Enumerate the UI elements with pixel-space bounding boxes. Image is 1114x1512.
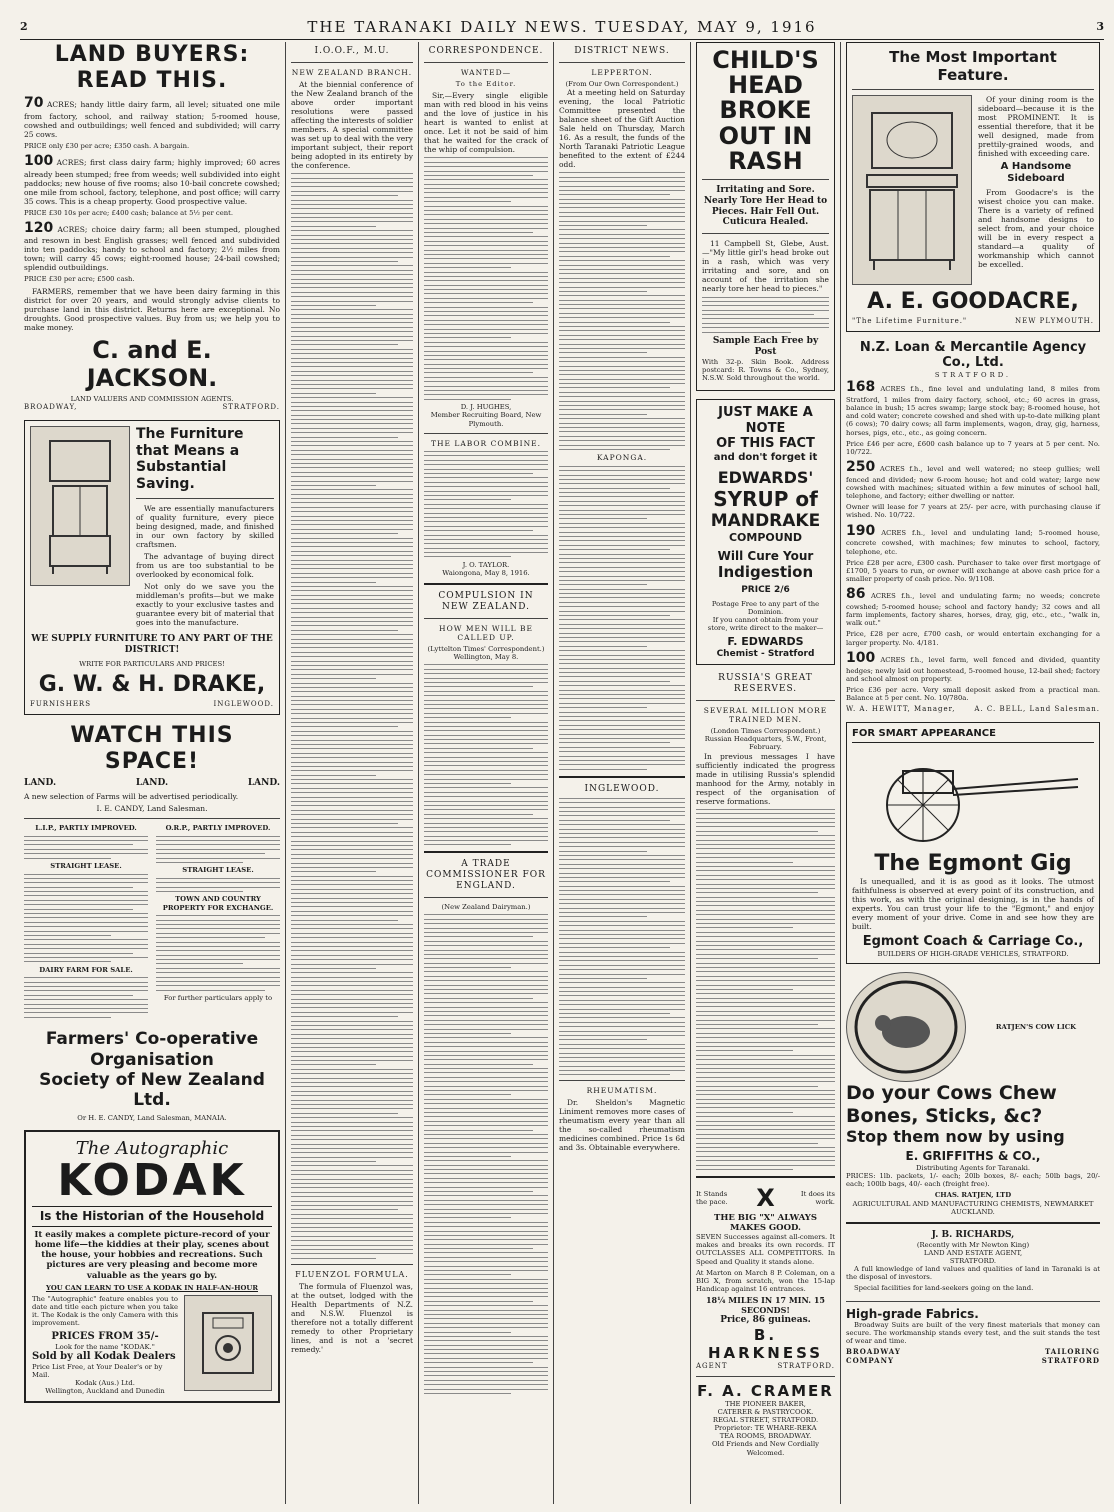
syrup-line-7: COMPOUND	[728, 531, 803, 545]
goodacre-paragraph-2: From Goodacre's is the wisest choice you can make. There is a variety of refined and handsome designs to select from, and your choice will be in every respect a standard—a quality of workmanship which cannot be excelled.	[978, 188, 1094, 269]
trade-source: (New Zealand Dairyman.)	[441, 902, 531, 911]
ioof-subheading: NEW ZEALAND BRANCH.	[291, 67, 413, 77]
listing-text: ACRES f.h., fine level and undulating land, 8 miles from Stratford, 1 miles from dairy factory, school, etc.; 60 acres in grass, balance in bush; 15 acres swamp; large stock bay; 8-roomed house, hot and cold water; concrete cowshed and shed with up-to-date milking plant (6 cows); 70 dairy cows; all farm implements, wagon, dray, gig, harness, horses, pigs, etc., etc., as going concern.	[846, 385, 1100, 437]
sideboard-illustration-icon	[852, 95, 972, 285]
listing-ref: No. 4/181.	[902, 638, 939, 647]
farmers-coop-ad	[24, 1029, 280, 1122]
candy-agent: I. E. CANDY, Land Salesman.	[96, 804, 208, 814]
ioof-heading: I.O.O.F., M.U.	[314, 46, 390, 56]
stratford-word: STRATFORD	[1041, 1355, 1100, 1365]
tailoring-word: TAILORING	[1044, 1347, 1100, 1357]
russia-sub: SEVERAL MILLION MORE TRAINED MEN.	[703, 706, 828, 725]
harkness-agent: AGENT	[696, 1362, 728, 1371]
ratjen-cow-lick-ad	[846, 972, 1100, 1216]
richards-town: STRATFORD.	[949, 1256, 997, 1265]
cramer-ad	[696, 1382, 835, 1457]
goodacre-firm: A. E. GOODACRE,	[867, 289, 1079, 314]
kodak-logo: KODAK	[57, 1155, 247, 1207]
kodak-body: It easily makes a complete picture-record of your home life—the kiddies at their play, scenes about the house, your hobbies and recreations. Such pictures are very pleasing and become more valuable as the years go by.	[34, 1229, 270, 1281]
listing-acres: 250	[846, 459, 876, 476]
camera-illustration-icon	[184, 1295, 272, 1391]
page-number-right: 3	[1096, 19, 1104, 33]
page-number-left: 2	[20, 19, 28, 33]
jackson-street: BROADWAY,	[24, 403, 78, 412]
big-x-body: SEVEN Successes against all-comers. It makes and breaks its own records. IT OUTCLASSES ALL COMPETITORS. In Speed and Quality it stands alone.	[696, 1233, 835, 1266]
land-buyers-heading: LAND BUYERS: READ THIS.	[54, 42, 250, 94]
dairy-sale-heading: DAIRY FARM FOR SALE.	[39, 965, 133, 974]
harkness-name: B. HARKNESS	[707, 1326, 824, 1363]
drake-paragraph-2: The advantage of buying direct from us are too substantial to be overlooked by economical folk.	[136, 551, 274, 579]
syrup-line-5: SYRUP of	[713, 487, 818, 512]
gig-carriage-icon	[852, 747, 1094, 847]
wanted-heading: WANTED—	[460, 67, 512, 77]
cuticura-ad	[696, 42, 835, 391]
listing-text: ACRES; handy little dairy farm, all level; situated one mile from factory, school, and railway station; 5-roomed house, cowshed and outbuildings; well fenced and subdivided; will carry 25 cows.	[24, 99, 280, 139]
correspondence-heading: CORRESPONDENCE.	[428, 46, 544, 56]
nz-loan-ad	[846, 340, 1100, 714]
cramer-line-2: CATERER & PASTRYCOOK.	[717, 1407, 814, 1416]
farmers-line-2: Society of New Zealand Ltd.	[39, 1069, 265, 1111]
listing-acres: 100	[846, 649, 876, 666]
district-news-heading: DISTRICT NEWS.	[574, 46, 670, 56]
fabrics-body: Broadway Suits are built of the very finest materials that money can secure. The workmanship stands every test, and the suit stands the test of wear and time.	[846, 1320, 1100, 1346]
cuticura-sample-sub: With 32-p. Skin Book. Address postcard: R. Towns & Co., Sydney, N.S.W. Sold throughout the world.	[702, 357, 829, 382]
listing-acres: 190	[846, 522, 876, 539]
big-x-marton: At Marton on March 8 P. Coleman, on a BIG X, from scratch, won the 15-lap Handicap against 16 entrances.	[696, 1268, 835, 1294]
kodak-look: Look for the name "KODAK."	[55, 1342, 155, 1351]
listing-price: PRICE £30 per acre; £500 cash.	[24, 275, 135, 284]
listing-price: Price £28 per acre, £300 cash. Purchaser to take over first mortgage of £1700, 5 years to run, or owner will exchange at above cash price for a smaller property of cash price.	[846, 558, 1100, 584]
russia-corr: (London Times Correspondent.)	[710, 727, 821, 736]
fluenzol-heading: FLUENZOL FORMULA.	[295, 1269, 409, 1279]
goodacre-town: NEW PLYMOUTH.	[1015, 317, 1094, 326]
listing-price: PRICE £30 10s per acre; £400 cash; balance at 5½ per cent.	[24, 208, 234, 217]
gig-firm: Egmont Coach & Carriage Co.,	[862, 933, 1084, 949]
column-rule	[840, 42, 841, 1504]
drake-furnishers: FURNISHERS	[30, 700, 91, 709]
russia-text: In previous messages I have sufficiently indicated the progress made in utilising Russia's splendid manhood for the Army, notably in respect of the organisation of reserve formations.	[696, 751, 835, 806]
further-particulars: For further particulars apply to	[163, 994, 273, 1003]
drake-write: WRITE FOR PARTICULARS AND PRICES!	[79, 659, 225, 668]
listing-price: PRICE only £30 per acre; £350 cash. A bargain.	[24, 141, 190, 150]
land-buyers-ad	[24, 42, 280, 412]
broadway-word: BROADWAY	[846, 1347, 901, 1357]
syrup-line-2: OF THIS FACT	[716, 436, 815, 452]
ratjen-maker-sub: AGRICULTURAL AND MANUFACTURING CHEMISTS, NEWMARKET	[852, 1199, 1094, 1208]
kodak-feature: The "Autographic" feature enables you to date and title each picture when you take it. The Kodak is the only Camera with this improvement.	[32, 1294, 178, 1328]
land-word: LAND.	[247, 778, 280, 789]
cramer-line-4: Proprietor: TE WHARE-REKA	[714, 1424, 817, 1433]
syrup-maker: F. EDWARDS	[727, 635, 804, 649]
griffiths-sub: Distributing Agents for Taranaki.	[915, 1163, 1031, 1172]
column-5	[692, 42, 839, 1504]
watch-heading: WATCH THIS SPACE!	[70, 722, 234, 774]
masthead	[20, 14, 1104, 40]
nz-loan-town: STRATFORD.	[934, 370, 1012, 379]
drake-furniture-ad	[24, 420, 280, 715]
nz-loan-heading: N.Z. Loan & Mercantile Agency Co., Ltd.	[859, 339, 1087, 371]
lip-heading: L.I.P., PARTLY IMPROVED.	[35, 824, 137, 833]
gig-name: The Egmont Gig	[874, 850, 1072, 876]
listing-price: Price £46 per acre, £600 cash balance up to 7 years at 5 per cent.	[846, 439, 1085, 448]
drake-paragraph-1: We are essentially manufacturers of quality furniture, every piece being designed, made, and finished in our own factory by skilled craftsmen.	[136, 503, 274, 549]
listing-text: ACRES f.h., level and undulating farm; no weeds; concrete cowshed; 5-roomed house; school and factory handy; 32 cows and all farm implements, factory shares, horses, dray, gig, etc., etc., "walk in, walk out."	[846, 592, 1100, 628]
compulsion-dateline: (Lyttelton Times' Correspondent.) Wellington, May 8.	[427, 644, 545, 661]
listing-price: Owner will lease for 7 years at 25/- per acre, with purchasing clause if wished.	[846, 503, 1100, 520]
kodak-ad	[24, 1130, 280, 1403]
listing-acres: 70	[24, 94, 44, 111]
syrup-line-3: and don't forget it	[713, 451, 818, 463]
cow-lick-logo-text: RATJEN'S COW LICK	[995, 1022, 1077, 1031]
goodacre-sub: A Handsome Sideboard	[1000, 161, 1072, 184]
gig-body: Is unequalled, and it is as good as it looks. The utmost faithfulness is observed at every point of its construction, and this work, as with the original designing, is in the hands of experts. You can trust your life to the "Egmont," and enjoy every moment of your drive. Come in and see how they are built.	[852, 876, 1094, 931]
listing-acres: 120	[24, 219, 54, 236]
column-3	[420, 42, 552, 1504]
russia-heading: RUSSIA'S GREAT RESERVES.	[718, 673, 813, 695]
watch-sub: A new selection of Farms will be advertised periodically.	[24, 792, 239, 802]
hughes-signature: D. J. HUGHES,	[460, 403, 512, 412]
cows-prices: PRICES: 1lb. packets, 1/- each; 20lb boxes, 8/- each; 50lb bags, 20/- each; 100lb bags, 40/- each (freight free).	[846, 1172, 1100, 1189]
syrup-line-9: Indigestion	[717, 563, 814, 582]
cuticura-sample: Sample Each Free by Post	[712, 336, 819, 357]
broadway-tailoring-ad	[846, 1307, 1100, 1366]
labor-heading: THE LABOR COMBINE.	[430, 438, 542, 448]
orp-heading: O.R.P., PARTLY IMPROVED.	[165, 824, 271, 833]
ioof-paragraph: At the biennial conference of the New Zealand branch of the above order important resolutions were passed affecting the interests of soldier members. A special committee was set up to deal with the very important subject, their report being adopted in its entirety by the conference.	[291, 79, 413, 170]
rheumatism-text: Dr. Sheldon's Magnetic Liniment removes more cases of rheumatism every year than all the so-called rheumatism medicines combined. Price 1s 6d and 3s. Obtainable everywhere.	[559, 1098, 685, 1153]
town-country-heading: TOWN AND COUNTRY PROPERTY FOR EXCHANGE.	[162, 895, 274, 912]
column-rule	[418, 42, 419, 1504]
listing-ref: No. 10/722.	[874, 511, 915, 520]
listing-acres: 168	[846, 379, 876, 396]
harkness-town: STRATFORD.	[777, 1362, 835, 1371]
nz-loan-manager: W. A. HEWITT, Manager,	[846, 705, 956, 714]
kodak-script: The Autographic	[75, 1137, 229, 1159]
child-head-sub: Irritating and Sore. Nearly Tore Her Head to Pieces. Hair Fell Out. Cuticura Healed.	[703, 184, 828, 228]
column-rule	[690, 42, 691, 1504]
column-2	[287, 42, 417, 1504]
listing-text: ACRES f.h., level and well watered; no steep gullies; well fenced and divided; new 6-room house; hot and cold water; large new cowshed with machines; situated within a few minutes of school hall, telephone, and factory; either dwelling or natter.	[846, 465, 1100, 501]
listing-text: ACRES; first class dairy farm; highly improved; 60 acres already been stumped; free from weeds; well subdivided into eight paddocks; new house of five rooms; also 10-bail concrete cowshed; one mile from school, factory, telephone, and post office; will carry 35 cows. This is a cheap property. Good prospective value.	[24, 157, 280, 206]
drake-firm-name: G. W. & H. DRAKE,	[38, 671, 266, 697]
kodak-company: Kodak (Aus.) Ltd.	[75, 1379, 135, 1388]
listing-text: ACRES; choice dairy farm; all been stumped, ploughed and resown in best English grasses; well fenced and subdivided into ten paddocks; handy to school and factory; 2½ miles from town; will carry 45 cows; eight-roomed house; 24-bail cowshed; splendid outbuildings.	[24, 224, 280, 273]
griffiths-firm: E. GRIFFITHS & CO.,	[905, 1149, 1041, 1164]
ratjen-city: AUCKLAND.	[951, 1207, 995, 1216]
russia-dateline: Russian Headquarters, S.W., Front, February.	[704, 735, 827, 752]
listing-acres: 86	[846, 586, 866, 603]
nz-loan-salesman: A. C. BELL, Land Salesman.	[974, 705, 1100, 714]
gig-heading: FOR SMART APPEARANCE	[852, 728, 1094, 743]
richards-name: J. B. RICHARDS,	[931, 1229, 1015, 1240]
kodak-price-list: Price List Free, at Your Dealer's or by Mail.	[32, 1362, 163, 1379]
syrup-price: PRICE 2/6	[741, 585, 790, 596]
big-x-price: Price, 86 guineas.	[720, 1315, 811, 1326]
syrup-maker-sub: Chemist - Stratford	[716, 648, 815, 659]
kodak-tagline: Is the Historian of the Household	[32, 1206, 272, 1226]
farmers-line-1: Farmers' Co-operative Organisation	[45, 1029, 259, 1070]
goodacre-heading: The Most Important Feature.	[889, 48, 1057, 84]
own-correspondent: (From Our Own Correspondent.)	[565, 79, 679, 88]
lepperton-text: At a meeting held on Saturday evening, the local Patriotic Committee presented the balance sheet of the Gift Auction Sale held on Thursday, March 16. As a result, the funds of the North Taranaki Patriotic League benefited to the extent of £244 odd.	[559, 87, 685, 169]
compulsion-heading: COMPULSION IN NEW ZEALAND.	[438, 591, 534, 612]
cows-heading: Do your Cows Chew Bones, Sticks, &c?	[846, 1081, 1057, 1127]
jackson-firm-sub: LAND VALUERS AND COMMISSION AGENTS.	[70, 395, 234, 404]
column-rule	[553, 42, 554, 1504]
farmers-sub: Or H. E. CANDY, Land Salesman, MANAIA.	[77, 1113, 227, 1122]
kodak-learn: YOU CAN LEARN TO USE A KODAK IN HALF-AN-HOUR	[45, 1283, 259, 1292]
syrup-line-1: JUST MAKE A NOTE	[718, 405, 813, 436]
richards-special: Special facilities for land-seekers going on the land.	[854, 1284, 1034, 1293]
cramer-line-1: THE PIONEER BAKER,	[725, 1399, 806, 1408]
big-x-mark: X	[756, 1183, 775, 1212]
listing-ref: No. 10/722.	[846, 439, 1100, 456]
listing-ref: No. 9/1108.	[954, 575, 995, 584]
syrup-cannot: If you cannot obtain from your store, write direct to the maker—	[707, 616, 824, 633]
ratjen-maker: CHAS. RATJEN, LTD	[934, 1191, 1012, 1200]
cramer-line-3: REGAL STREET, STRATFORD.	[712, 1415, 819, 1424]
richards-ad	[846, 1230, 1100, 1296]
listing-acres: 100	[24, 152, 54, 169]
richards-role: LAND AND ESTATE AGENT,	[923, 1248, 1023, 1257]
rheumatism-heading: RHEUMATISM.	[586, 1086, 658, 1096]
drake-heading: The Furniture that Means a Substantial Saving.	[136, 425, 244, 493]
child-head-body: 11 Campbell St, Glebe, Aust.—"My little girl's head broke out in a rash, which was very irritating and sore, and on account of the irritation she nearly tore her head to pieces."	[702, 239, 829, 294]
gig-firm-sub: BUILDERS OF HIGH-GRADE VEHICLES, STRATFORD.	[877, 949, 1069, 958]
company-word: COMPANY	[846, 1355, 894, 1365]
kaponga-heading: KAPONGA.	[596, 453, 648, 463]
to-editor: To the Editor.	[455, 79, 517, 88]
cow-lick-logo-icon	[846, 972, 966, 1082]
land-word: LAND.	[24, 778, 57, 789]
jackson-town: STRATFORD.	[222, 403, 280, 412]
goodacre-paragraph-1: Of your dining room is the sideboard—because it is the most PROMINENT. It is essential therefore, that it be well designed, made from prettily-grained woods, and finished with exceeding care.	[978, 95, 1094, 158]
taylor-dateline: Waiongona, May 8, 1916.	[442, 569, 530, 577]
land-word: LAND.	[135, 778, 169, 789]
richards-body: A full knowledge of land values and qualities of land in Taranaki is at the disposal of investors.	[846, 1265, 1100, 1282]
syrup-line-8: Will Cure Your	[717, 548, 814, 563]
kodak-cities: Wellington, Auckland and Dunedin	[45, 1387, 165, 1396]
watch-space-ad	[24, 723, 280, 1022]
farmers-advice: FARMERS, remember that we have been dairy farming in this district for over 20 years, and would strongly advise clients to purchase land in this district. Returns here are exceptional. No droughts. Good prospective values. Buy from us; we help you to make money.	[24, 286, 280, 332]
column-1	[20, 42, 284, 1504]
column-rule	[285, 42, 286, 1504]
drake-town: INGLEWOOD.	[213, 700, 274, 709]
big-x-ad	[696, 1184, 835, 1371]
lepperton-heading: LEPPERTON.	[591, 67, 653, 77]
syrup-postage: Postage Free to any part of the Dominion.	[711, 599, 820, 616]
listing-ref: No. 10/780a.	[924, 694, 969, 703]
egmont-gig-ad	[846, 722, 1100, 964]
drake-paragraph-3: Not only do we save you the middleman's profits—but we make exactly to your exclusive tastes and guarantee every bit of material that goes into the manufacture.	[136, 581, 274, 627]
stands-right: It does its work.	[800, 1190, 835, 1207]
fabrics-heading: High-grade Fabrics.	[846, 1306, 979, 1321]
cramer-name: F. A. CRAMER	[697, 1381, 834, 1400]
cows-stop: Stop them now by using	[846, 1127, 1065, 1147]
syrup-line-6: MANDRAKE	[710, 511, 821, 532]
hughes-title: Member Recruiting Board, New Plymouth.	[430, 411, 542, 428]
straight-lease-heading: STRAIGHT LEASE.	[50, 861, 122, 870]
jackson-firm-name: C. and E. JACKSON.	[86, 335, 218, 393]
listing-price: Price £36 per acre. Very small deposit asked from a practical man. Balance at 5 per cent.	[846, 685, 1100, 703]
listing-text: ACRES f.h., level farm, well fenced and divided, quantity hedges; newly laid out homestead, 5-roomed house, 12-bail shed; factory and school almost on property.	[846, 655, 1100, 683]
richards-sub: (Recently with Mr Newton King)	[916, 1240, 1030, 1249]
goodacre-ad	[846, 42, 1100, 332]
straight-lease-heading-2: STRAIGHT LEASE.	[182, 866, 254, 875]
inglewood-heading: INGLEWOOD.	[584, 783, 660, 794]
goodacre-slogan: "The Lifetime Furniture."	[852, 317, 968, 326]
drake-supply: WE SUPPLY FURNITURE TO ANY PART OF THE DISTRICT!	[31, 633, 273, 655]
syrup-line-4: EDWARDS'	[717, 467, 814, 487]
listing-text: ACRES f.h., level and undulating land; 5-roomed house, concrete cowshed, with machines; few minutes to school, factory, telephone, etc.	[846, 528, 1100, 556]
listing-price: Price, £28 per acre, £700 cash, or would entertain exchanging for a larger property.	[846, 630, 1100, 647]
fluenzol-text: The formula of Fluenzol was, at the outset, lodged with the Health Departments of N.Z. and N.S.W. Fluenzol is therefore not a totally different remedy to other Proprietary lines, and is not a 'secret remedy.'	[291, 1282, 413, 1355]
big-x-head: THE BIG "X" ALWAYS MAKES GOOD.	[714, 1212, 817, 1233]
kodak-prices: PRICES FROM 35/-	[51, 1330, 159, 1342]
child-head-heading: CHILD'S HEAD BROKE OUT IN RASH	[712, 46, 819, 175]
cramer-line-5: TEA ROOMS, BROADWAY.	[719, 1432, 812, 1441]
trade-heading: A TRADE COMMISSIONER FOR ENGLAND.	[426, 859, 546, 892]
column-4	[555, 42, 689, 1504]
cramer-line-6: Old Friends and New Cordially Welcomed.	[712, 1440, 819, 1457]
column-6	[842, 42, 1104, 1504]
edwards-syrup-ad	[696, 399, 835, 665]
taylor-signature: J. O. TAYLOR.	[462, 560, 510, 569]
wanted-letter: Sir,—Every single eligible man with red blood in his veins and the love of justice in his heart is wanted to enlist at once. Let it not be said of him that he waited for the crack of the whip of compulsion.	[424, 90, 548, 154]
newspaper-title: THE TARANAKI DAILY NEWS. TUESDAY, MAY 9, 1916	[307, 17, 817, 36]
cabinet-illustration-icon	[30, 426, 130, 586]
compulsion-sub: HOW MEN WILL BE CALLED UP.	[439, 623, 533, 642]
stands-left: It Stands the pace.	[696, 1190, 728, 1207]
big-x-record: 18¼ MILES IN 17 MIN. 15 SECONDS!	[705, 1295, 825, 1315]
kodak-sold: Sold by all Kodak Dealers	[32, 1350, 176, 1362]
